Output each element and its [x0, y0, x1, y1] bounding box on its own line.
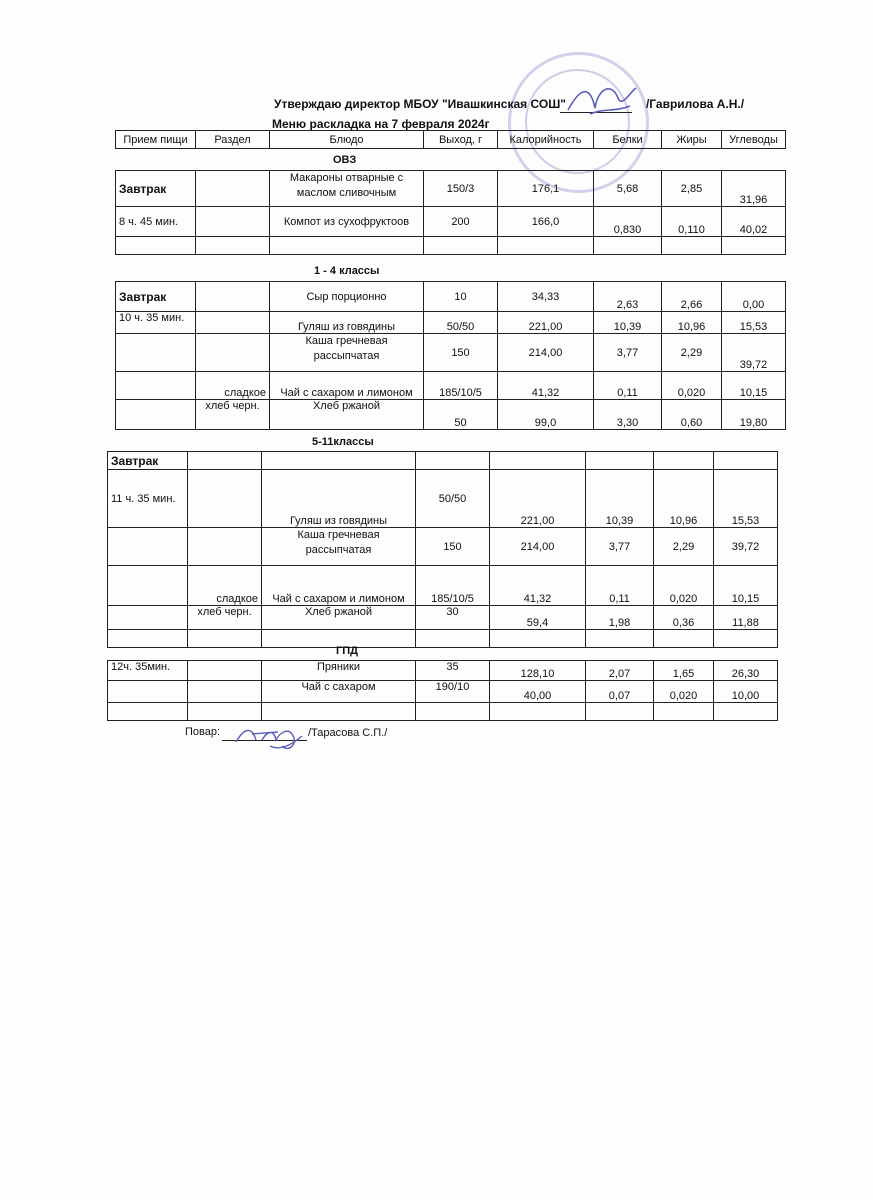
meal-time: 12ч. 35мин.	[108, 661, 188, 681]
meal-label: Завтрак	[116, 282, 196, 312]
col-meal: Прием пищи	[116, 131, 196, 149]
protein-cell: 2,63	[594, 282, 662, 312]
weight-cell: 10	[424, 282, 498, 312]
protein-cell: 2,07	[586, 661, 654, 681]
dish-name: Гуляш из говядины	[262, 470, 416, 528]
kcal-cell: 214,00	[490, 528, 586, 566]
section-title-ovz: ОВЗ	[333, 154, 357, 166]
carbs-cell: 15,53	[722, 312, 786, 334]
col-weight: Выход, г	[424, 131, 498, 149]
dish-name: Чай с сахаром и лимоном	[262, 566, 416, 606]
dish-name: Макароны отварные с маслом сливочным	[270, 171, 424, 207]
fat-cell: 1,65	[654, 661, 714, 681]
protein-cell: 10,39	[586, 470, 654, 528]
table-row	[108, 452, 778, 470]
section-title-grades-5-11: 5-11классы	[312, 436, 374, 448]
weight-cell: 185/10/5	[416, 566, 490, 606]
table-row	[108, 606, 778, 630]
table-row	[108, 566, 778, 606]
carbs-cell: 40,02	[722, 207, 786, 237]
section-cell: сладкое	[196, 372, 270, 400]
dish-name: Каша гречневая рассыпчатая	[262, 528, 416, 566]
protein-cell: 0,11	[594, 372, 662, 400]
weight-cell: 150/3	[424, 171, 498, 207]
weight-cell: 35	[416, 661, 490, 681]
table-row	[108, 681, 778, 703]
carbs-cell: 10,00	[714, 681, 778, 703]
protein-cell: 0,830	[594, 207, 662, 237]
kcal-cell: 41,32	[490, 566, 586, 606]
fat-cell: 0,110	[662, 207, 722, 237]
section-title-grades-1-4: 1 - 4 классы	[314, 265, 380, 277]
protein-cell: 3,77	[586, 528, 654, 566]
weight-cell: 200	[424, 207, 498, 237]
kcal-cell: 221,00	[490, 470, 586, 528]
col-kcal: Калорийность	[498, 131, 594, 149]
table-row	[116, 207, 786, 237]
col-protein: Белки	[594, 131, 662, 149]
carbs-cell: 39,72	[722, 334, 786, 372]
fat-cell: 0,020	[662, 372, 722, 400]
table-row	[116, 334, 786, 372]
dish-name: Сыр порционно	[270, 282, 424, 312]
col-carbs: Углеводы	[722, 131, 786, 149]
table-row	[116, 400, 786, 430]
carbs-cell: 0,00	[722, 282, 786, 312]
carbs-cell: 11,88	[714, 606, 778, 630]
table-row	[116, 282, 786, 312]
table-row	[108, 470, 778, 528]
kcal-cell: 41,32	[498, 372, 594, 400]
section-title-gpd: ГПД	[336, 645, 358, 657]
table-row	[108, 528, 778, 566]
protein-cell: 10,39	[594, 312, 662, 334]
director-signature	[560, 78, 640, 120]
kcal-cell: 34,33	[498, 282, 594, 312]
weight-cell: 30	[416, 606, 490, 630]
ovz-table	[115, 170, 786, 255]
section-cell: сладкое	[188, 566, 262, 606]
meal-time: 8 ч. 45 мин.	[116, 207, 196, 237]
carbs-cell: 19,80	[722, 400, 786, 430]
weight-cell: 150	[424, 334, 498, 372]
kcal-cell: 59,4	[490, 606, 586, 630]
fat-cell: 2,29	[662, 334, 722, 372]
menu-title: Меню раскладка на 7 февраля 2024г	[272, 117, 490, 131]
carbs-cell: 39,72	[714, 528, 778, 566]
dish-name: Пряники	[262, 661, 416, 681]
fat-cell: 2,66	[662, 282, 722, 312]
col-fat: Жиры	[662, 131, 722, 149]
fat-cell: 10,96	[654, 470, 714, 528]
dish-name: Хлеб ржаной	[262, 606, 416, 630]
approval-line	[274, 97, 744, 111]
kcal-cell: 214,00	[498, 334, 594, 372]
cook-label: Повар:	[185, 726, 221, 738]
fat-cell: 2,29	[654, 528, 714, 566]
director-name: /Гаврилова А.Н./	[645, 97, 745, 111]
table-row	[116, 372, 786, 400]
approval-text: Утверждаю директор МБОУ "Ивашкинская СОШ"	[274, 97, 566, 111]
dish-name: Компот из сухофруктоов	[270, 207, 424, 237]
protein-cell: 0,07	[586, 681, 654, 703]
protein-cell: 1,98	[586, 606, 654, 630]
kcal-cell: 221,00	[498, 312, 594, 334]
section-cell: хлеб черн.	[196, 400, 270, 430]
fat-cell: 0,020	[654, 566, 714, 606]
col-section: Раздел	[196, 131, 270, 149]
dish-name: Гуляш из говядины	[270, 312, 424, 334]
fat-cell: 2,85	[662, 171, 722, 207]
meal-time: 11 ч. 35 мин.	[108, 470, 188, 528]
weight-cell: 185/10/5	[424, 372, 498, 400]
carbs-cell: 31,96	[722, 171, 786, 207]
dish-name: Чай с сахаром	[262, 681, 416, 703]
cook-signature	[230, 722, 308, 756]
meal-label: Завтрак	[108, 452, 188, 470]
protein-cell: 3,30	[594, 400, 662, 430]
weight-cell: 150	[416, 528, 490, 566]
dish-name: Хлеб ржаной	[270, 400, 424, 430]
table-row	[108, 661, 778, 681]
protein-cell: 3,77	[594, 334, 662, 372]
section-cell: хлеб черн.	[188, 606, 262, 630]
grades-5-11-table	[107, 451, 778, 648]
table-row	[116, 171, 786, 207]
gpd-table	[107, 660, 778, 721]
protein-cell: 5,68	[594, 171, 662, 207]
dish-name: Каша гречневая рассыпчатая	[270, 334, 424, 372]
protein-cell: 0,11	[586, 566, 654, 606]
weight-cell: 50/50	[424, 312, 498, 334]
fat-cell: 0,020	[654, 681, 714, 703]
dish-name: Чай с сахаром и лимоном	[270, 372, 424, 400]
kcal-cell: 40,00	[490, 681, 586, 703]
table-row	[116, 312, 786, 334]
carbs-cell: 10,15	[714, 566, 778, 606]
carbs-cell: 26,30	[714, 661, 778, 681]
meal-time: 10 ч. 35 мин.	[116, 312, 196, 334]
cook-name: /Тарасова С.П./	[308, 727, 388, 739]
col-dish: Блюдо	[270, 131, 424, 149]
kcal-cell: 99,0	[498, 400, 594, 430]
grades-1-4-table	[115, 281, 786, 430]
weight-cell: 50/50	[416, 470, 490, 528]
kcal-cell: 128,10	[490, 661, 586, 681]
kcal-cell: 166,0	[498, 207, 594, 237]
fat-cell: 0,60	[662, 400, 722, 430]
carbs-cell: 15,53	[714, 470, 778, 528]
weight-cell: 190/10	[416, 681, 490, 703]
fat-cell: 10,96	[662, 312, 722, 334]
fat-cell: 0,36	[654, 606, 714, 630]
column-header-table	[115, 130, 786, 149]
kcal-cell: 176,1	[498, 171, 594, 207]
weight-cell: 50	[424, 400, 498, 430]
meal-label: Завтрак	[116, 171, 196, 207]
carbs-cell: 10,15	[722, 372, 786, 400]
